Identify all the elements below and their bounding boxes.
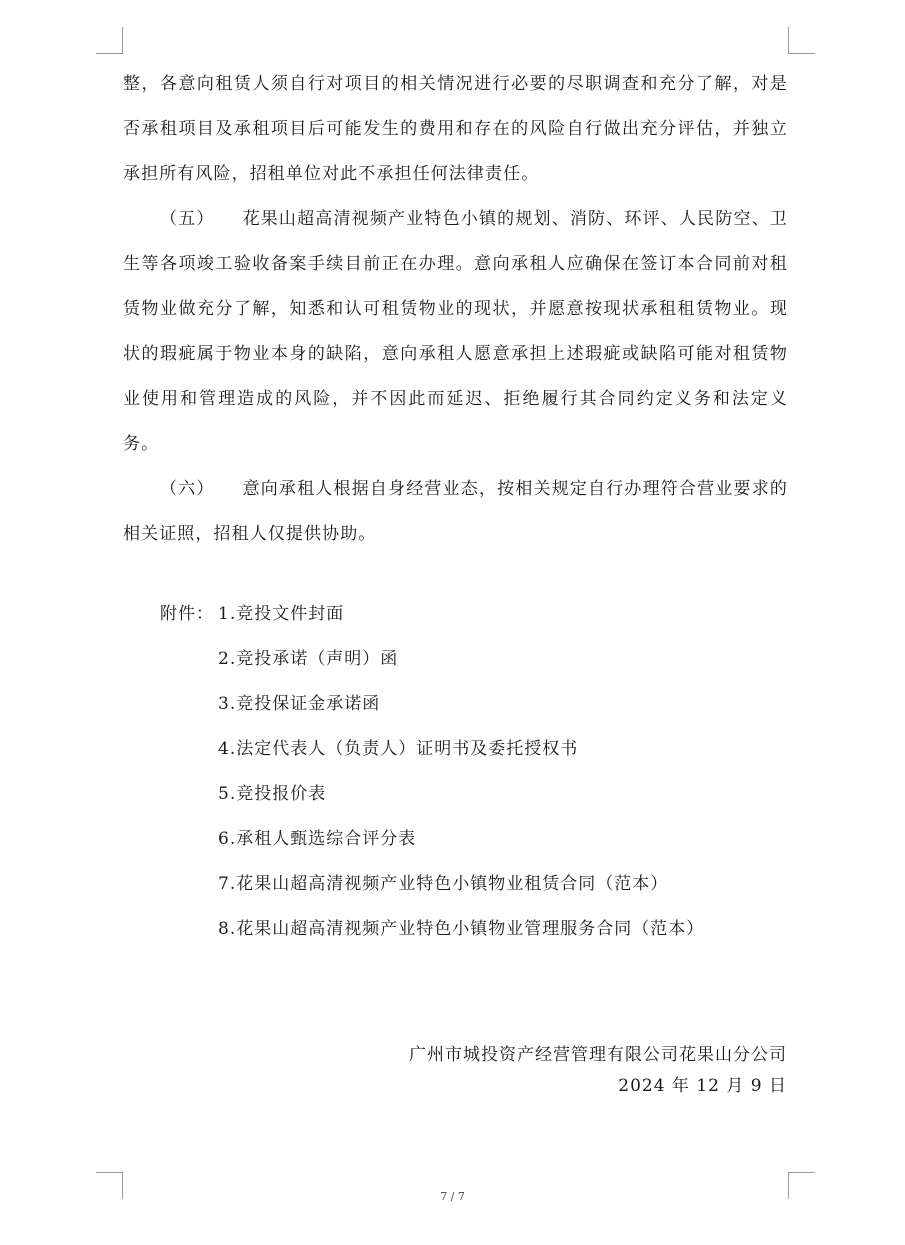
signature-block — [409, 1040, 787, 1102]
paragraph-five-label: （五） — [160, 209, 215, 229]
attachment-item: 7.花果山超高清视频产业特色小镇物业租赁合同（范本） — [218, 874, 669, 894]
attachment-item: 1.竞投文件封面 — [218, 604, 345, 624]
attachment-item: 6.承租人甄选综合评分表 — [218, 829, 417, 849]
crop-mark-top-right — [788, 27, 815, 54]
paragraph-six-label: （六） — [160, 479, 215, 499]
attachment-item: 3.竞投保证金承诺函 — [218, 694, 381, 714]
paragraph-five — [123, 197, 788, 467]
crop-mark-top-left — [96, 27, 123, 54]
attachment-item: 2.竞投承诺（声明）函 — [218, 649, 399, 669]
paragraph-six — [123, 467, 788, 557]
attachment-item: 8.花果山超高清视频产业特色小镇物业管理服务合同（范本） — [218, 919, 705, 939]
attachments-heading: 附件： — [160, 604, 214, 624]
attachment-item: 4.法定代表人（负责人）证明书及委托授权书 — [218, 739, 579, 759]
attachments-list — [160, 592, 704, 952]
paragraph-five-text: 花果山超高清视频产业特色小镇的规划、消防、环评、人民防空、卫生等各项竣工验收备案手续目前正在办理。意向承租人应确保在签订本合同前对租赁物业做充分了解，知悉和认可租赁物业的现状，并愿意按现状承租租赁物业。现状的瑕疵属于物业本身的缺陷，意向承租人愿意承担上述瑕疵或缺陷可能对租赁物业使用和管理造成的风险，并不因此而延迟、拒绝履行其合同约定义务和法定义务。 — [123, 209, 788, 454]
paragraph-six-text: 意向承租人根据自身经营业态，按相关规定自行办理符合营业要求的相关证照，招租人仅提供协助。 — [123, 479, 788, 544]
paragraph-continuation: 整，各意向租赁人须自行对项目的相关情况进行必要的尽职调查和充分了解，对是否承租项目及承租项目后可能发生的费用和存在的风险自行做出充分评估，并独立承担所有风险，招租单位对此不承担任何法律责任。 — [123, 74, 788, 184]
page-number: 7 / 7 — [440, 1190, 465, 1203]
attachment-item: 5.竞投报价表 — [218, 784, 327, 804]
signature-date: 2024 年 12 月 9 日 — [618, 1076, 787, 1096]
signature-company: 广州市城投资产经营管理有限公司花果山分公司 — [409, 1045, 787, 1065]
